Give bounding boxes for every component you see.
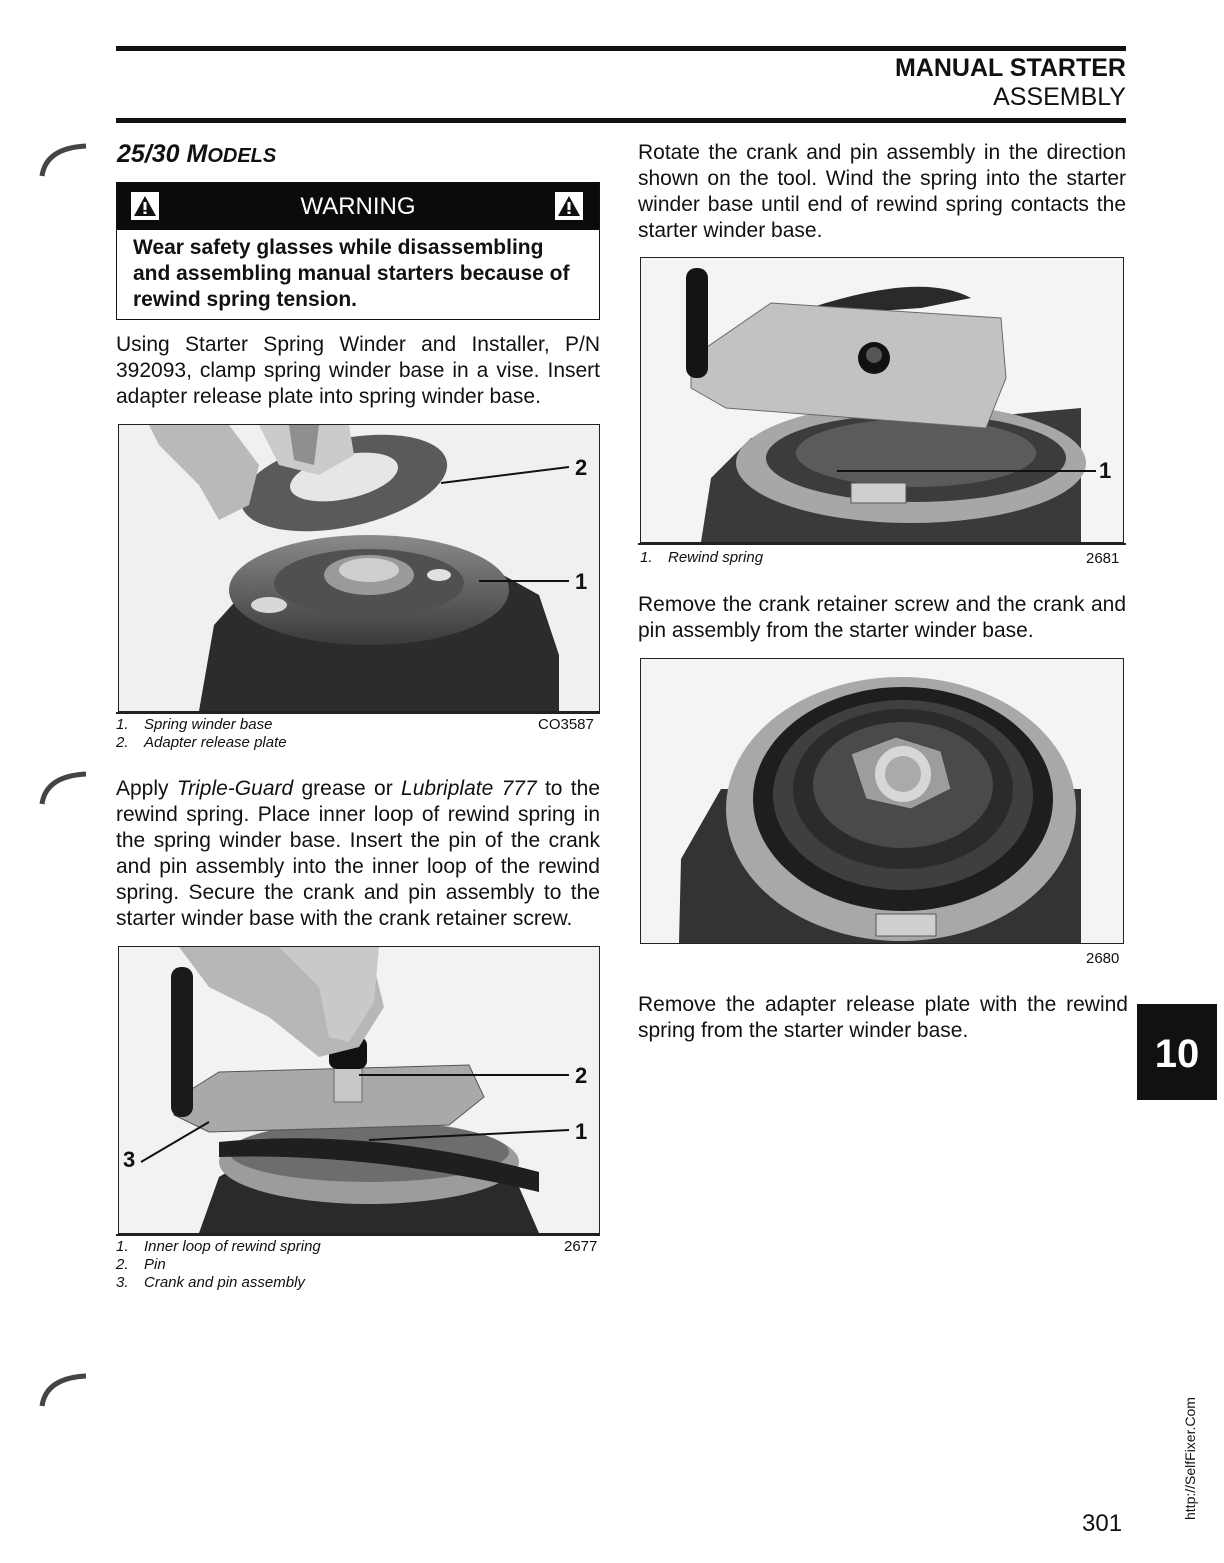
right-paragraph-3: Remove the adapter release plate with the rewind spring from the starter winder base. [638, 993, 1128, 1042]
caption-item: 1. Spring winder base [116, 716, 273, 733]
photo-rewind-spring [641, 258, 1123, 542]
right-paragraph-2: Remove the crank retainer screw and the crank and pin assembly from the starter winder base. [638, 593, 1126, 642]
caption-rule [116, 1234, 600, 1236]
watermark-url: http://SelfFixer.Com [1182, 1397, 1198, 1520]
section-title-main: 25/30 M [117, 140, 208, 168]
header-bottom-rule [116, 118, 1126, 123]
right-paragraph-1: Rotate the crank and pin assembly in the direction shown on the tool. Wind the spring into the starter winder base until end of rewind spring contacts the starter winder base. [638, 141, 1126, 242]
caption-item: 1. Rewind spring [640, 549, 764, 566]
figure-spring-winder-base [118, 424, 600, 712]
caption-item: 1. Inner loop of rewind spring [116, 1238, 321, 1255]
warning-triangle-icon [555, 192, 583, 220]
left-paragraph-1: Using Starter Spring Winder and Installer, P/N 392093, clamp spring winder base in a vise. Insert adapter release plate into spring winder base. [116, 333, 600, 408]
callout-2: 2 [575, 455, 588, 480]
figure-crank-and-pin [118, 946, 600, 1234]
photo-crank-and-pin [119, 947, 599, 1233]
caption-rule [116, 712, 600, 714]
warning-text: Wear safety glasses while disassembling and assembling manual starters because of rewind spring tension. [133, 236, 570, 311]
caption-rule [638, 543, 1126, 545]
figure-winder-base-spring [640, 658, 1124, 944]
callout-3: 3 [123, 1147, 136, 1172]
warning-header [117, 183, 599, 230]
warning-label: WARNING [300, 193, 416, 220]
section-title-smallcaps: ODELS [207, 145, 277, 167]
photo-winder-base-spring [641, 659, 1123, 943]
header-subtitle: ASSEMBLY [993, 83, 1126, 111]
section-title [117, 140, 276, 169]
warning-box [116, 182, 600, 320]
figure-code: 2677 [564, 1238, 598, 1255]
caption-item: 2. Adapter release plate [116, 734, 287, 751]
left-paragraph-2: Apply Triple-Guard grease or Lubriplate 777 to the rewind spring. Place inner loop of rewind spring in the spring winder base. Insert the pin of the crank and pin assembly into the inner loop of the rewind spring. Secure the crank and pin assembly to the starter winder base with the crank retainer screw. [116, 777, 600, 930]
header-title: MANUAL STARTER [894, 54, 1126, 82]
callout-2: 2 [575, 1063, 588, 1088]
punch-mark [36, 768, 96, 808]
figure-code: 2680 [1086, 950, 1120, 967]
punch-mark [36, 140, 96, 180]
figure-code: 2681 [1086, 550, 1120, 567]
punch-mark [36, 1370, 96, 1410]
photo-spring-winder-base [119, 425, 599, 711]
callout-1: 1 [575, 569, 588, 594]
figure-code: CO3587 [538, 716, 594, 733]
callout-1: 1 [1099, 458, 1112, 483]
chapter-tab-number: 10 [1154, 1032, 1200, 1076]
header-top-rule [116, 46, 1126, 51]
callout-1: 1 [575, 1119, 588, 1144]
caption-item: 2. Pin [116, 1256, 166, 1273]
figure-rewind-spring [640, 257, 1124, 543]
chapter-tab [1137, 1004, 1217, 1100]
page-number: 301 [1082, 1510, 1123, 1537]
caption-item: 3. Crank and pin assembly [116, 1274, 305, 1291]
